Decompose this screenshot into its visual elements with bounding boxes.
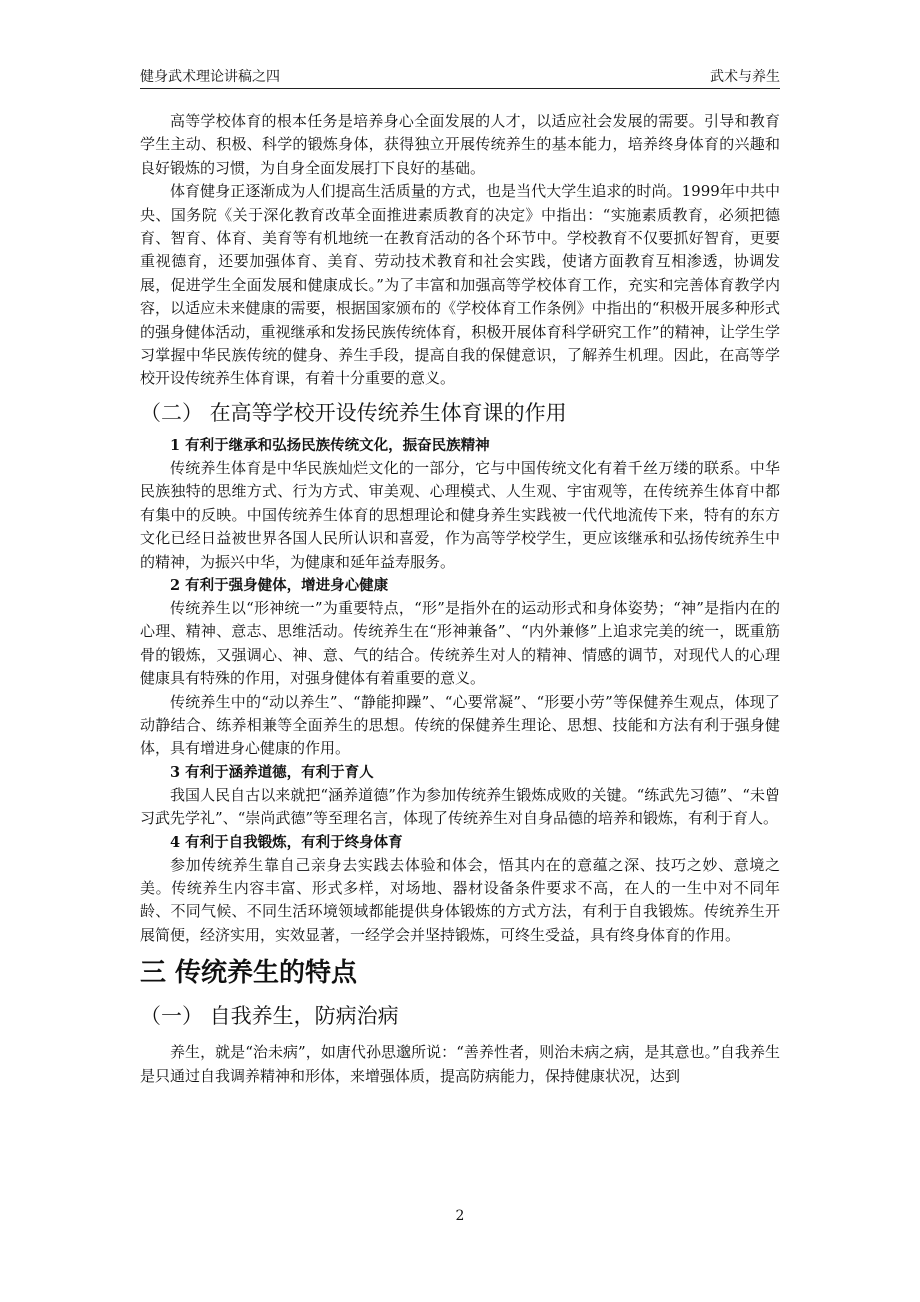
paragraph: 参加传统养生靠自己亲身去实践去体验和体会，悟其内在的意蕴之深、技巧之妙、意境之美。传统养生内容丰富、形式多样，对场地、器材设备条件要求不高，在人的一生中对不同年龄、不同气候、不同生活环境领域都能提供身体锻炼的方式方法，有利于自我锻炼。传统养生开展简便，经济实用，实效显著，一经学会并坚持锻炼，可终生受益，具有终身体育的作用。 bbox=[140, 855, 780, 944]
document-body bbox=[140, 110, 780, 1088]
header-left-title: 健身武术理论讲稿之四 bbox=[140, 69, 280, 85]
page-header bbox=[140, 66, 780, 89]
paragraph: 我国人民自古以来就把“涵养道德”作为参加传统养生锻炼成败的关键。“练武先习德”、“未曾习武先学礼”、“崇尚武德”等至理名言，体现了传统养生对自身品德的培养和锻炼，有利于育人。 bbox=[140, 785, 780, 828]
paragraph: 养生，就是“治未病”，如唐代孙思邈所说：“善养性者，则治未病之病，是其意也。”自我养生是只通过自我调养精神和形体，来增强体质，提高防病能力，保持健康状况，达到 bbox=[140, 1043, 780, 1085]
subsection-heading: 1 有利于继承和弘扬民族传统文化，振奋民族精神 bbox=[170, 436, 490, 454]
paragraph: 传统养生以“形神统一”为重要特点，“形”是指外在的运动形式和身体姿势；“神”是指内在的心理、精神、意志、思维活动。传统养生在“形神兼备”、“内外兼修”上追求完美的统一，既重筋骨的锻炼，又强调心、神、意、气的结合。传统养生对人的精神、情感的调节，对现代人的心理健康具有特殊的作用，对强身健体有着重要的意义。 bbox=[140, 598, 780, 688]
header-right-title: 武术与养生 bbox=[710, 69, 780, 85]
paragraph: 传统养生体育是中华民族灿烂文化的一部分，它与中国传统文化有着千丝万缕的联系。中华民族独特的思维方式、行为方式、审美观、心理模式、人生观、宇宙观等，在传统养生体育中都有集中的反映。中国传统养生体育的思想理论和健身养生实践被一代代地流传下来，特有的东方文化已经日益被世界各国人民所认识和喜爱，作为高等学校学生，更应该继承和弘扬传统养生中的精神，为振兴中华，为健康和延年益寿服务。 bbox=[140, 458, 780, 571]
subsection-heading: 3 有利于涵养道德，有利于育人 bbox=[170, 763, 374, 781]
paragraph: 体育健身正逐渐成为人们提高生活质量的方式，也是当代大学生追求的时尚。1999年中共中央、国务院《关于深化教育改革全面推进素质教育的决定》中指出：“实施素质教育，必须把德育、智育、体育、美育等有机地统一在教育活动的各个环节中。学校教育不仅要抓好智育，更要重视德育，还要加强体育、美育、劳动技术教育和社会实践，使诸方面教育互相渗透，协调发展，促进学生全面发展和健康成长。”为了丰富和加强高等学校体育工作，充实和完善体育教学内容，以适应未来健康的需要，根据国家颁布的《学校体育工作条例》中指出的“积极开展多种形式的强身健体活动，重视继承和发扬民族传统体育，积极开展体育科学研究工作”的精神，让学生学习掌握中华民族传统的健身、养生手段，提高自我的保健意识，了解养生机理。因此，在高等学校开设传统养生体育课，有着十分重要的意义。 bbox=[140, 182, 780, 388]
paragraph: 高等学校体育的根本任务是培养身心全面发展的人才，以适应社会发展的需要。引导和教育学生主动、积极、科学的锻炼身体，获得独立开展传统养生的基本能力，培养终身体育的兴趣和良好锻炼的习惯，为自身全面发展打下良好的基础。 bbox=[140, 112, 780, 177]
chapter-heading: 三 传统养生的特点 bbox=[140, 958, 358, 989]
section-heading: （二） 在高等学校开设传统养生体育课的作用 bbox=[140, 400, 567, 425]
page-number: 2 bbox=[455, 1208, 465, 1224]
section-heading: （一） 自我养生，防病治病 bbox=[140, 1004, 399, 1029]
subsection-heading: 4 有利于自我锻炼，有利于终身体育 bbox=[170, 833, 403, 851]
paragraph: 传统养生中的“动以养生”、“静能抑躁”、“心要常凝”、“形要小劳”等保健养生观点，体现了动静结合、练养相兼等全面养生的思想。传统的保健养生理论、思想、技能和方法有利于强身健体，具有增进身心健康的作用。 bbox=[140, 692, 780, 758]
subsection-heading: 2 有利于强身健体，增进身心健康 bbox=[170, 576, 389, 594]
